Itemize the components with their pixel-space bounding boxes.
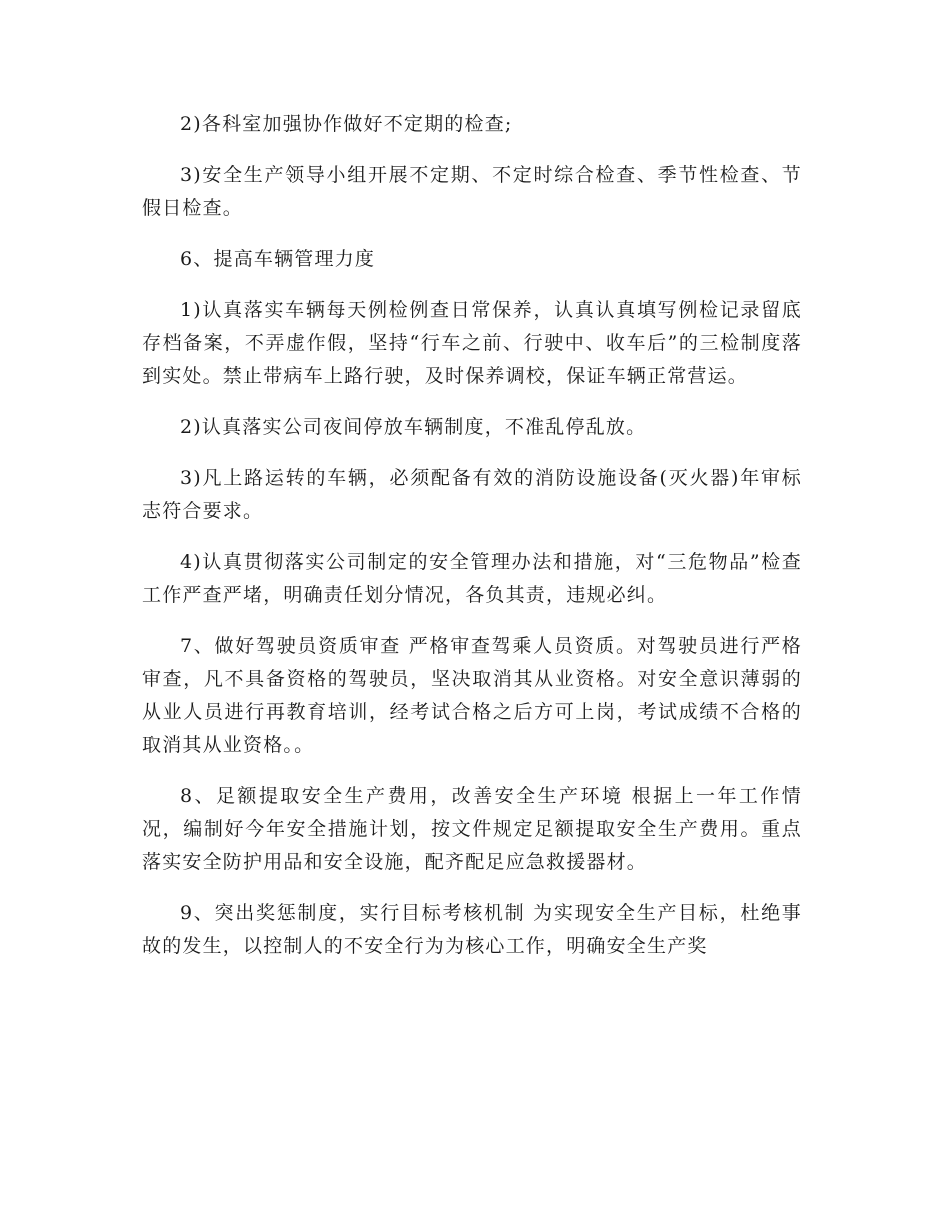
document-page xyxy=(142,108,802,981)
paragraph-inspection-departments: 2)各科室加强协作做好不定期的检查; xyxy=(180,113,513,135)
section-rewards-penalties: 9、突出奖惩制度，实行目标考核机制 为实现安全生产目标，杜绝事故的发生，以控制人的不安全行为为核心工作，明确安全生产奖 xyxy=(142,902,802,957)
paragraph-inspection-leadership: 3)安全生产领导小组开展不定期、不定时综合检查、季节性检查、节假日检查。 xyxy=(142,164,802,219)
paragraph-vehicle-fire-equipment: 3)凡上路运转的车辆，必须配备有效的消防设施设备(灭火器)年审标志符合要求。 xyxy=(142,467,802,522)
section-heading-vehicle-management: 6、提高车辆管理力度 xyxy=(180,248,376,270)
paragraph-vehicle-night-parking: 2)认真落实公司夜间停放车辆制度，不准乱停乱放。 xyxy=(180,416,647,438)
paragraph-vehicle-daily-check: 1)认真落实车辆每天例检例查日常保养，认真认真填写例检记录留底存档备案，不弄虚作假，坚持“行车之前、行驶中、收车后”的三检制度落到实处。禁止带病车上路行驶，及时保养调校，保证车辆正常营运。 xyxy=(142,299,802,387)
paragraph-vehicle-safety-measures: 4)认真贯彻落实公司制定的安全管理办法和措施，对“三危物品”检查工作严查严堵，明确责任划分情况，各负其责，违规必纠。 xyxy=(142,551,802,606)
section-driver-qualification: 7、做好驾驶员资质审查 严格审查驾乘人员资质。对驾驶员进行严格审查，凡不具备资格的驾驶员，坚决取消其从业资格。对安全意识薄弱的从业人员进行再教育培训，经考试合格之后方可上岗，考试成绩不合格的取消其从业资格。。 xyxy=(142,635,802,756)
section-safety-funding: 8、足额提取安全生产费用，改善安全生产环境 根据上一年工作情况，编制好今年安全措施计划，按文件规定足额提取安全生产费用。重点落实安全防护用品和安全设施，配齐配足应急救援器材。 xyxy=(142,785,802,873)
